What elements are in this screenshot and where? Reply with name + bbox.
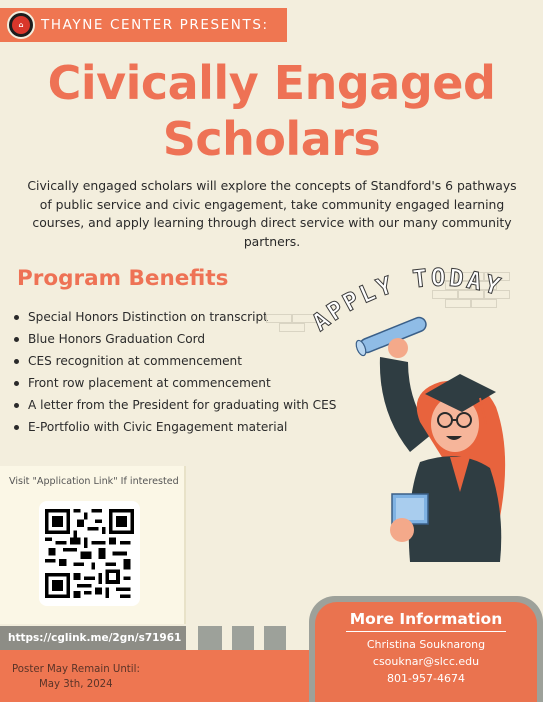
list-item: Blue Honors Graduation Cord: [14, 328, 364, 350]
list-item: Front row placement at commencement: [14, 372, 364, 394]
bullet-icon: [14, 315, 19, 320]
bullet-icon: [14, 403, 19, 408]
logo-emblem-icon: ⌂: [12, 16, 30, 34]
intro-paragraph: Civically engaged scholars will explore the concepts of Standford's 6 pathways of public service and civic engagement, take community engaged learning courses, and apply learning through direct service with our many community partners.: [27, 178, 517, 249]
more-info-title: More Information: [349, 610, 503, 628]
bullet-icon: [14, 359, 19, 364]
more-info-card: [309, 596, 543, 702]
list-item: Special Honors Distinction on transcript: [14, 306, 364, 328]
divider: [346, 631, 506, 632]
contact-email[interactable]: csouknar@slcc.edu: [372, 655, 480, 668]
application-link-bar[interactable]: [0, 626, 186, 650]
contact-name: Christina Souknarong: [366, 638, 486, 651]
thayne-center-logo: [7, 11, 35, 39]
graduate-illustration: [300, 262, 543, 562]
list-item: A letter from the President for graduating with CES: [14, 394, 364, 416]
decorative-block: [232, 626, 254, 650]
benefits-heading: Program Benefits: [17, 266, 229, 291]
qr-code-icon: [45, 507, 134, 600]
more-info-panel: [315, 602, 537, 702]
qr-caption: Visit "Application Link" If interested: [9, 476, 179, 487]
list-item: E-Portfolio with Civic Engagement material: [14, 416, 364, 438]
decorative-block: [264, 626, 286, 650]
banner-text: THAYNE CENTER PRESENTS:: [41, 17, 269, 33]
application-link[interactable]: https://cglink.me/2gn/s71961: [8, 632, 182, 644]
bullet-icon: [14, 425, 19, 430]
header-banner: [0, 8, 287, 42]
apply-today-text: APPLY TODAY: [306, 263, 506, 337]
list-item: CES recognition at commencement: [14, 350, 364, 372]
bullet-icon: [14, 381, 19, 386]
page-title-line2: Scholars: [162, 112, 381, 166]
bullet-icon: [14, 337, 19, 342]
poster-expiry-note: Poster May Remain Until: May 3th, 2024: [12, 664, 140, 690]
page-title-line1: Civically Engaged: [47, 56, 496, 110]
contact-phone[interactable]: 801-957-4674: [387, 672, 465, 685]
decorative-block: [198, 626, 222, 650]
qr-code[interactable]: [39, 501, 140, 606]
